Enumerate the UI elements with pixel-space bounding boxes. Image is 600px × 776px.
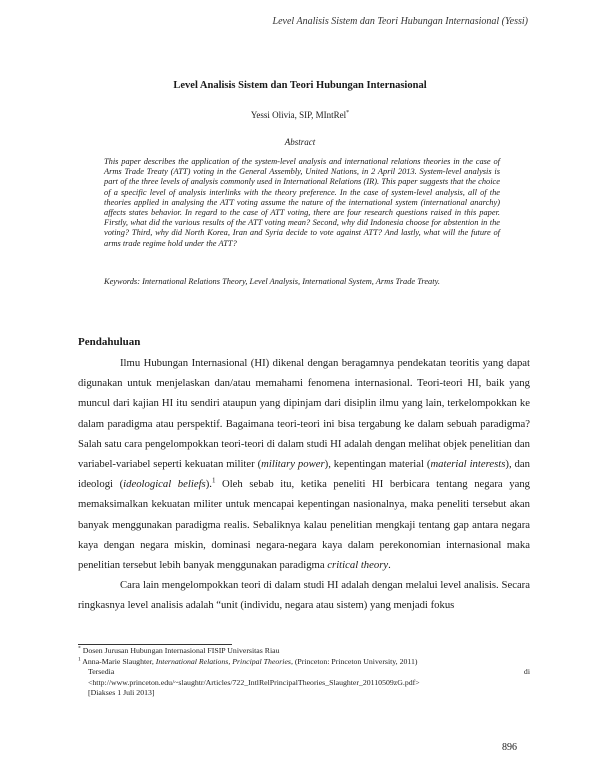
footnote-1-accessed: [Diakses 1 Juli 2013] <box>88 688 155 698</box>
footnote-1-di: di <box>523 667 530 677</box>
p1-text-c: ), dan ideologi ( <box>78 458 530 491</box>
footnote-ref-1[interactable]: 1 <box>211 476 216 485</box>
footnote-1-publisher: , (Princeton: Princeton University, 2011) <box>290 656 418 666</box>
abstract-text: This paper describes the application of the system-level analysis and international relations theories in the case of Arms Trade Treaty (ATT) voting in the General Assembly, United Nations, in 2 April 2013. System-level analysis is part of the three levels of analysis commonly used in International Relations (IR). This paper suggests that the choice of a specific level of analysis interlinks with the theory preference. In the case of system-level analysis, all of the theories applied in analysing the ATT voting assume the nature of the international system (international anarchy) affects states behavior. In regard to the case of ATT voting, there are four research questions raised in this paper. Firstly, what did the various results of the ATT voting mean? Second, why did Indonesia choose for abstention in the voting? Third, why did North Korea, Iran and Syria decide to vote against ATT? And lastly, what will the future of arms trade regime hold under the ATT? <box>104 157 500 248</box>
p1-term-critical-theory: critical theory <box>327 559 389 572</box>
footnote-star-text: Dosen Jurusan Hubungan Internasional FISIP Universitas Riau <box>80 646 280 655</box>
footnote-1-work-title: International Relations, Principal Theories <box>155 656 291 666</box>
p1-term-material-interests: material interests <box>430 458 506 471</box>
p1-text-e: Oleh sebab itu, ketika peneliti HI berbicara tentang negara yang memaksimalkan kekuatan militer untuk mencapai kepentingan nasionalnya, maka peneliti tersebut akan banyak menggunakan paradigma realis. Sebaliknya kalau penelitian mengkaji tentang gap antara negara kaya dengan negara miskin, dominasi negara-negara kaya dalam perekonomian internasional maka penelitian tersebut lebih banyak menggunakan paradigma <box>78 478 531 572</box>
abstract-heading: Abstract <box>284 137 316 147</box>
author-name: Yessi Olivia, SIP, MIntRel <box>250 110 347 120</box>
p1-term-military-power: military power <box>261 458 325 471</box>
body-paragraph-1 <box>78 353 530 575</box>
footnote-1-mark: 1 <box>78 656 81 662</box>
paper-title: Level Analisis Sistem dan Teori Hubungan Internasional <box>173 80 427 91</box>
body-text <box>78 353 530 616</box>
body-paragraph-2: Cara lain mengelompokkan teori di dalam studi HI adalah dengan melalui level analisis. Secara ringkasnya level analisis adalah “unit (individu, negara atau sistem) yang menjadi fokus <box>78 579 530 612</box>
footnote-divider <box>78 644 232 645</box>
footnote-star <box>78 646 530 657</box>
author-line <box>0 110 600 120</box>
keywords: Keywords: International Relations Theory, Level Analysis, International System, Arms Trade Treaty. <box>104 277 440 286</box>
page-number: 896 <box>502 742 517 753</box>
p1-text-d: ). <box>205 478 212 491</box>
footnote-star-mark: * <box>78 645 81 652</box>
footnote-1-url[interactable]: <http://www.princeton.edu/~slaughtr/Articles/722_IntlRelPrincipalTheories_Slaughter_20110509zG.pdf> <box>88 677 420 687</box>
p1-text-a: Ilmu Hubungan Internasional (HI) dikenal dengan beragamnya pendekatan teoritis yang dapat digunakan untuk menjelaskan dan/atau memahami fenomena internasional. Teori-teori HI, baik yang muncul dari kajian HI itu sendiri ataupun yang dipinjam dari disiplin ilmu yang lain, terkelompokkan ke dalam paradigma atau perspektif. Bagaimana teori-teori ini bisa tergabung ke dalam sebuah paradigma? Salah satu cara pengelompokkan teori-teori di dalam studi HI adalah dengan melihat objek penelitian dan variabel-variabel seperti kekuatan militer ( <box>78 357 530 471</box>
p1-text-b: ), kepentingan material ( <box>324 458 431 471</box>
p1-term-ideological-beliefs: ideological beliefs <box>123 478 206 491</box>
running-header: Level Analisis Sistem dan Teori Hubungan Internasional (Yessi) <box>272 16 528 27</box>
p1-text-f: . <box>388 559 391 572</box>
footnote-1-tersedia: Tersedia <box>88 667 115 677</box>
author-footnote-mark: * <box>346 110 350 116</box>
footnote-1 <box>78 657 530 668</box>
footnote-1-availability <box>78 667 530 678</box>
footnote-1-author: Anna-Marie Slaughter, <box>80 656 156 666</box>
footnotes <box>78 646 530 699</box>
section-heading: Pendahuluan <box>78 336 141 348</box>
